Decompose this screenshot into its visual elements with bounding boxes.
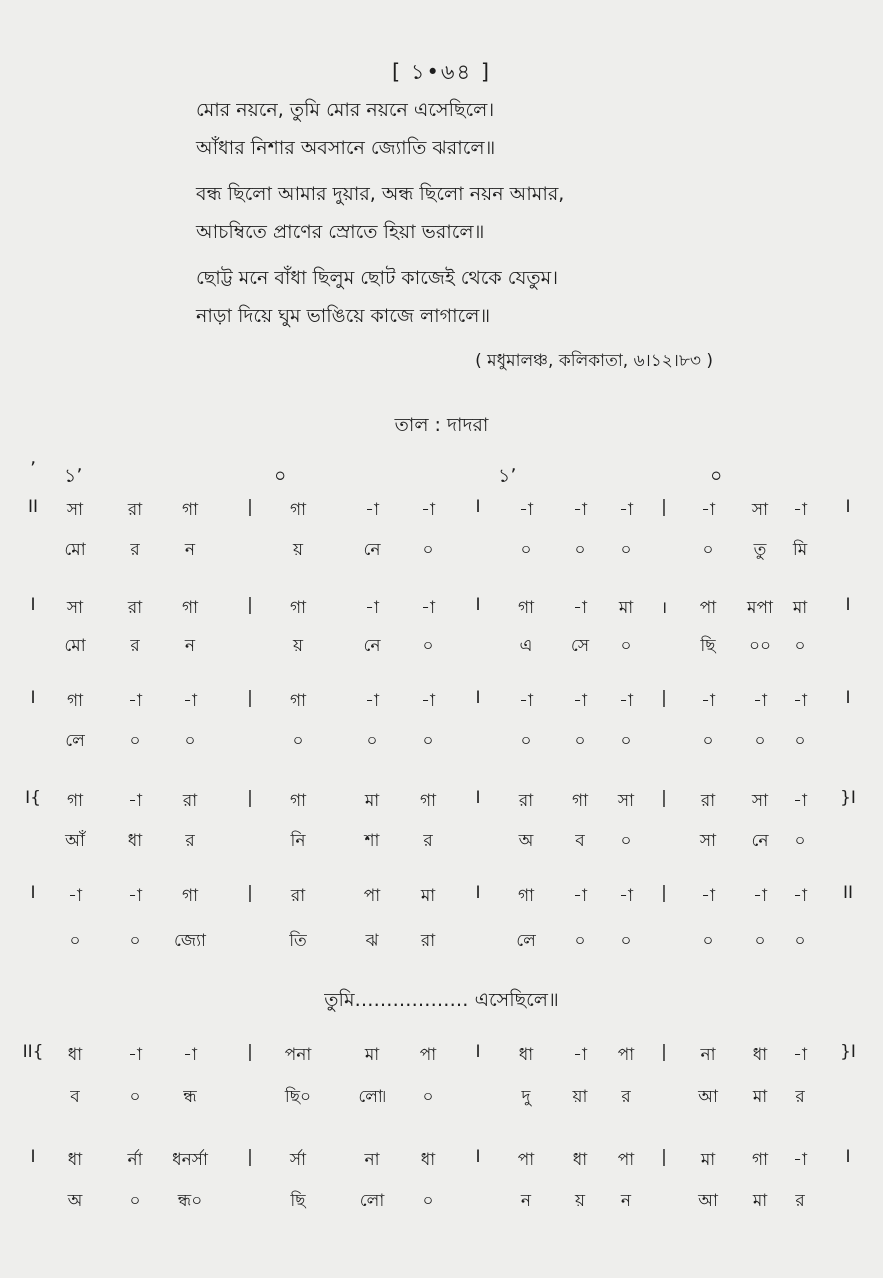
bar-line: I: [475, 497, 481, 517]
swara-note: গা: [181, 598, 199, 618]
notation-swara-row: [0, 497, 883, 527]
swara-note: না: [700, 1045, 716, 1065]
lyric-syllable: ০: [184, 731, 196, 751]
lyric-syllable: দু: [521, 1087, 531, 1107]
lyric-syllable: এ: [519, 636, 533, 656]
notation-lyric-row: [0, 633, 883, 663]
lyric-syllable: ০: [422, 636, 434, 656]
bar-line: |: [247, 788, 253, 808]
lyric-syllable: ০: [754, 931, 766, 951]
swara-note: গা: [571, 791, 589, 811]
notation-lyric-row: [0, 728, 883, 758]
bar-line: |: [247, 883, 253, 903]
lyric-syllable: সে: [570, 636, 590, 656]
swara-note: মা: [364, 791, 380, 811]
lyric-line: নাড়া দিয়ে ঘুম ভাঙিয়ে কাজে লাগালে॥: [196, 305, 491, 327]
swara-note: রা: [518, 791, 534, 811]
beat-mark: ১ʼ: [498, 465, 517, 487]
notation-swara-row: [0, 688, 883, 718]
swara-note: পা: [617, 1150, 635, 1170]
bar-line: II{: [22, 1042, 44, 1062]
notation-lyric-row: [0, 828, 883, 858]
lyric-syllable: ০: [794, 731, 806, 751]
swara-note: -া: [573, 500, 587, 520]
swara-note: রা: [700, 791, 716, 811]
lyric-syllable: ০: [794, 636, 806, 656]
lyric-syllable: র: [185, 831, 195, 851]
swara-note: -া: [753, 691, 767, 711]
lyric-syllable: অ: [67, 1191, 83, 1211]
notation-swara-row: [0, 1042, 883, 1072]
swara-note: গা: [289, 691, 307, 711]
bar-line: I: [845, 595, 851, 615]
swara-note: ধা: [67, 1150, 83, 1170]
swara-note: সা: [617, 791, 635, 811]
lyric-syllable: লে: [65, 731, 85, 751]
notation-swara-row: [0, 1147, 883, 1177]
lyric-syllable: ন: [184, 636, 196, 656]
page-number: [ ১•৬৪ ]: [391, 60, 492, 84]
swara-note: -া: [519, 500, 533, 520]
bar-line: |: [247, 497, 253, 517]
lyric-syllable: ০: [754, 731, 766, 751]
bar-line: I: [475, 688, 481, 708]
swara-note: পা: [363, 886, 381, 906]
swara-note: গা: [751, 1150, 769, 1170]
lyric-syllable: ঝ: [365, 931, 379, 951]
swara-note: মা: [420, 886, 436, 906]
lyric-syllable: ০: [574, 931, 586, 951]
swara-note: গা: [66, 791, 84, 811]
lyric-syllable: য়: [574, 1191, 586, 1211]
swara-note: গা: [289, 500, 307, 520]
swara-note: -া: [701, 691, 715, 711]
bar-line: II: [842, 883, 854, 903]
swara-note: ধা: [752, 1045, 768, 1065]
swara-note: পা: [419, 1045, 437, 1065]
beat-mark: ১ʼ: [64, 465, 83, 487]
lyric-syllable: তু: [753, 540, 767, 560]
swara-note: রা: [290, 886, 306, 906]
lyric-syllable: ০: [69, 931, 81, 951]
lyric-syllable: ০: [292, 731, 304, 751]
bar-line: |: [247, 1042, 253, 1062]
swara-note: ধা: [67, 1045, 83, 1065]
swara-note: -া: [519, 691, 533, 711]
swara-note: মা: [700, 1150, 716, 1170]
swara-note: গা: [289, 791, 307, 811]
lyric-syllable: সা: [699, 831, 717, 851]
lyric-syllable: অ: [518, 831, 534, 851]
swara-note: -া: [793, 791, 807, 811]
lyric-syllable: ০: [129, 1087, 141, 1107]
swara-note: গা: [289, 598, 307, 618]
lyric-syllable: ০: [520, 540, 532, 560]
bar-line: II: [27, 497, 39, 517]
swara-note: সা: [66, 598, 84, 618]
swara-note: র্সা: [289, 1150, 307, 1170]
bar-line: ।: [660, 598, 668, 618]
lyric-syllable: ০: [794, 931, 806, 951]
swara-note: গা: [181, 500, 199, 520]
bar-line: |: [661, 497, 667, 517]
bar-line: |: [661, 688, 667, 708]
swara-note: -া: [701, 500, 715, 520]
bar-line: |: [247, 595, 253, 615]
lyric-syllable: র: [130, 636, 140, 656]
bar-line: I: [475, 1147, 481, 1167]
swara-note: মা: [618, 598, 634, 618]
lyric-syllable: ০: [702, 931, 714, 951]
lyric-syllable: ০: [422, 540, 434, 560]
bar-line: |: [661, 1147, 667, 1167]
lyric-syllable: শা: [364, 831, 380, 851]
bar-line: |: [661, 1042, 667, 1062]
bar-line: |: [661, 788, 667, 808]
swara-note: সা: [66, 500, 84, 520]
bar-line: I: [475, 883, 481, 903]
lyric-syllable: লো: [359, 1191, 385, 1211]
swara-note: -া: [421, 691, 435, 711]
swara-note: -া: [619, 886, 633, 906]
bar-line: I: [30, 883, 36, 903]
lyric-syllable: ন: [520, 1191, 532, 1211]
swara-note: -া: [128, 1045, 142, 1065]
swara-note: গা: [517, 886, 535, 906]
swara-note: রা: [127, 500, 143, 520]
swara-note: -া: [421, 598, 435, 618]
bar-line: I: [30, 688, 36, 708]
lyric-syllable: ন্ধ: [183, 1087, 197, 1107]
swara-note: গা: [181, 886, 199, 906]
swara-note: -া: [753, 886, 767, 906]
lyric-syllable: ০: [702, 540, 714, 560]
lyric-line: ছোট্ট মনে বাঁধা ছিলুম ছোট কাজেই থেকে যেতুম।: [196, 267, 559, 289]
notation-swara-row: [0, 595, 883, 625]
lyric-line: আচম্বিতে প্রাণের স্রোতে হিয়া ভরালে॥: [196, 221, 485, 243]
swara-note: -া: [573, 691, 587, 711]
swara-note: -া: [365, 598, 379, 618]
swara-note: ধা: [572, 1150, 588, 1170]
lyric-syllable: ছি০: [284, 1087, 312, 1107]
swara-note: পা: [699, 598, 717, 618]
swara-note: -া: [793, 691, 807, 711]
swara-note: -া: [128, 791, 142, 811]
swara-note: -া: [183, 1045, 197, 1065]
bar-line: |: [661, 883, 667, 903]
swara-note: গা: [66, 691, 84, 711]
lyric-syllable: র: [423, 831, 433, 851]
bar-line: I{: [25, 788, 41, 808]
swara-note: -া: [421, 500, 435, 520]
lyric-syllable: লো৷: [358, 1087, 386, 1107]
swara-note: -া: [793, 500, 807, 520]
swara-note: -া: [68, 886, 82, 906]
swara-note: -া: [619, 691, 633, 711]
swara-note: -া: [619, 500, 633, 520]
bar-line: I: [845, 1147, 851, 1167]
swara-note: -া: [365, 691, 379, 711]
swara-note: -া: [128, 691, 142, 711]
bar-line: }I: [840, 788, 856, 808]
bar-line: |: [247, 1147, 253, 1167]
lyric-syllable: তি: [289, 931, 307, 951]
swara-note: -া: [573, 1045, 587, 1065]
lyric-syllable: ০: [422, 731, 434, 751]
bar-line: }I: [840, 1042, 856, 1062]
swara-note: -া: [183, 691, 197, 711]
swara-note: ধা: [518, 1045, 534, 1065]
lyric-line: মোর নয়নে, তুমি মোর নয়নে এসেছিলে।: [196, 99, 495, 121]
swara-note: -া: [793, 886, 807, 906]
lyric-syllable: ০: [422, 1087, 434, 1107]
beat-mark: ʼ: [30, 458, 37, 480]
swara-note: -া: [793, 1150, 807, 1170]
lyric-syllable: ছি: [700, 636, 716, 656]
lyric-line: আঁধার নিশার অবসানে জ্যোতি ঝরালে॥: [196, 137, 496, 159]
lyric-syllable: ব: [575, 831, 585, 851]
notation-swara-row: [0, 788, 883, 818]
swara-note: না: [364, 1150, 380, 1170]
notation-lyric-row: [0, 1084, 883, 1114]
lyric-syllable: মো: [64, 540, 86, 560]
swara-note: -া: [128, 886, 142, 906]
swara-note: সা: [751, 500, 769, 520]
beat-mark: ০: [274, 465, 287, 487]
bar-line: |: [247, 688, 253, 708]
bar-line: I: [845, 497, 851, 517]
lyric-syllable: জ্যো: [174, 931, 206, 951]
swara-note: -া: [573, 886, 587, 906]
swara-note: গা: [419, 791, 437, 811]
lyric-syllable: ধা: [127, 831, 143, 851]
lyric-line: বন্ধ ছিলো আমার দুয়ার, অন্ধ ছিলো নয়ন আমার,: [196, 183, 565, 205]
bar-line: I: [30, 595, 36, 615]
lyric-syllable: র: [621, 1087, 631, 1107]
lyric-syllable: মা: [752, 1087, 768, 1107]
lyric-syllable: আঁ: [65, 831, 85, 851]
lyric-syllable: ০: [794, 831, 806, 851]
lyric-syllable: ব: [70, 1087, 80, 1107]
lyric-syllable: রা: [420, 931, 436, 951]
lyric-syllable: ০: [129, 1191, 141, 1211]
lyric-syllable: ০: [702, 731, 714, 751]
lyric-syllable: নে: [751, 831, 769, 851]
lyric-syllable: ০: [574, 540, 586, 560]
bar-line: I: [30, 1147, 36, 1167]
lyric-syllable: নে: [363, 636, 381, 656]
lyric-syllable: র: [795, 1087, 805, 1107]
lyric-syllable: ০: [129, 731, 141, 751]
swara-note: রা: [127, 598, 143, 618]
bar-line: I: [845, 688, 851, 708]
lyric-syllable: ০: [620, 731, 632, 751]
swara-note: ধনর্সা: [172, 1150, 208, 1170]
lyric-syllable: ০: [422, 1191, 434, 1211]
lyric-syllable: ০০: [748, 636, 772, 656]
swara-note: পা: [617, 1045, 635, 1065]
composition-credit: ( মধুমালঞ্চ, কলিকাতা, ৬।১২।৮৩ ): [475, 351, 713, 371]
swara-note: পা: [517, 1150, 535, 1170]
swara-note: র্না: [127, 1150, 143, 1170]
lyric-syllable: র: [130, 540, 140, 560]
lyric-syllable: ন: [184, 540, 196, 560]
lyric-syllable: নি: [290, 831, 306, 851]
lyric-syllable: ন: [620, 1191, 632, 1211]
swara-note: সা: [751, 791, 769, 811]
lyric-syllable: ০: [366, 731, 378, 751]
swara-note: মপা: [747, 598, 773, 618]
lyric-syllable: মো: [64, 636, 86, 656]
lyric-syllable: ০: [620, 931, 632, 951]
lyric-syllable: ন্ধ০: [177, 1191, 203, 1211]
lyric-syllable: য়: [292, 636, 304, 656]
lyric-syllable: ০: [520, 731, 532, 751]
swara-note: রা: [182, 791, 198, 811]
lyric-syllable: র: [795, 1191, 805, 1211]
lyric-syllable: ০: [620, 540, 632, 560]
lyric-syllable: আ: [698, 1087, 718, 1107]
bar-line: I: [475, 1042, 481, 1062]
swara-note: -া: [573, 598, 587, 618]
lyric-syllable: ০: [574, 731, 586, 751]
swara-note: -া: [793, 1045, 807, 1065]
bar-line: I: [475, 595, 481, 615]
notation-lyric-row: [0, 1188, 883, 1218]
swara-note: গা: [517, 598, 535, 618]
lyric-syllable: য়া: [572, 1087, 588, 1107]
lyric-syllable: ছি: [290, 1191, 306, 1211]
lyric-syllable: য়: [292, 540, 304, 560]
tala-heading: তাল : দাদরা: [394, 414, 489, 436]
lyric-syllable: নে: [363, 540, 381, 560]
swara-note: মা: [364, 1045, 380, 1065]
lyric-syllable: মি: [792, 540, 808, 560]
notation-swara-row: [0, 883, 883, 913]
notation-lyric-row: [0, 537, 883, 567]
swara-note: ধা: [420, 1150, 436, 1170]
lyric-syllable: লে: [516, 931, 536, 951]
swara-note: -া: [701, 886, 715, 906]
refrain-line: তুমি……………… এসেছিলে॥: [324, 989, 559, 1011]
notation-lyric-row: [0, 928, 883, 958]
lyric-syllable: আ: [698, 1191, 718, 1211]
swara-note: -া: [365, 500, 379, 520]
lyric-syllable: মা: [752, 1191, 768, 1211]
swara-note: পনা: [284, 1045, 312, 1065]
swara-note: মা: [792, 598, 808, 618]
lyric-syllable: ০: [620, 831, 632, 851]
beat-mark: ০: [710, 465, 723, 487]
lyric-syllable: ০: [129, 931, 141, 951]
bar-line: I: [475, 788, 481, 808]
lyric-syllable: ০: [620, 636, 632, 656]
